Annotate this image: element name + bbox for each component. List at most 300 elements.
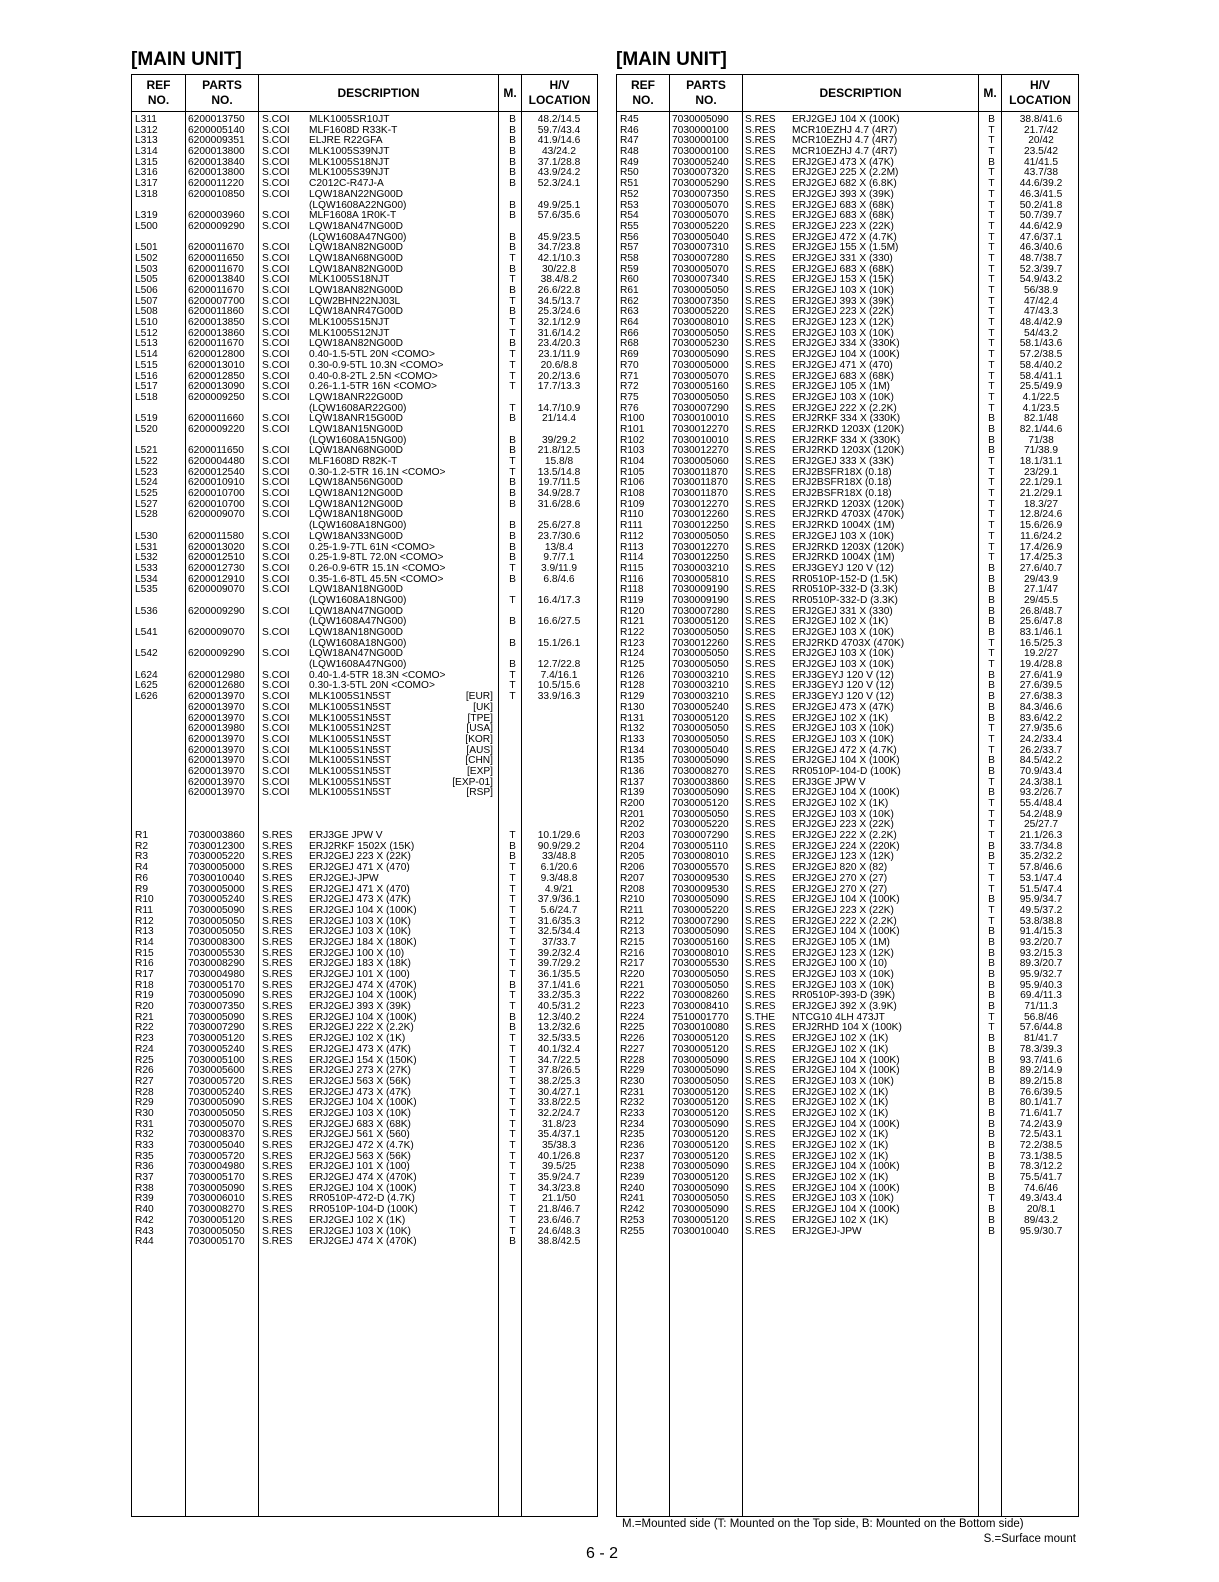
cell-type: S.COI [262, 509, 290, 521]
cell-type: S.COI [262, 381, 290, 393]
cell-ref: R13 [135, 926, 154, 938]
cell-location: 34.7/22.5 [537, 1054, 581, 1066]
cell-ref: R37 [135, 1172, 154, 1184]
cell-part-no: 7030003860 [672, 776, 729, 788]
cell-part-no: 7030012270 [672, 445, 729, 457]
cell-type: S.RES [745, 958, 776, 970]
cell-location: 15.6/26.9 [1019, 520, 1063, 532]
cell-ref: R213 [620, 926, 645, 938]
cell-type: S.RES [745, 402, 776, 414]
cell-type: S.RES [745, 1043, 776, 1055]
cell-location: 76.6/39.5 [1019, 1086, 1063, 1098]
cell-part-no: 6200013850 [188, 317, 245, 329]
cell-ref: R227 [620, 1043, 645, 1055]
cell-mount-side: B [988, 413, 995, 425]
cell-ref: R14 [135, 936, 154, 948]
cell-ref: R204 [620, 840, 645, 852]
cell-location: 32.2/24.7 [537, 1107, 581, 1119]
cell-description: ERJ2GEJ 471 X (470) [309, 862, 410, 874]
cell-part-no: 7030005000 [672, 359, 729, 371]
cell-part-no: 6200005140 [188, 124, 245, 136]
cell-location: 31.6/14.2 [537, 327, 581, 339]
cell-part-no: 7030011870 [672, 477, 728, 489]
cell-location: 50.2/41.8 [1019, 199, 1063, 211]
cell-part-no: 7030005050 [672, 969, 729, 980]
cell-mount-side: B [509, 178, 516, 190]
cell-part-no: 7030005240 [188, 1086, 245, 1098]
table-row [617, 190, 1078, 201]
cell-mount-side: B [509, 210, 516, 222]
cell-type: S.RES [262, 1107, 293, 1119]
cell-description: ERJ2GEJ 100 X (10) [309, 947, 405, 959]
cell-mount-side: T [988, 456, 995, 467]
cell-location: 70.9/43.4 [1019, 765, 1063, 777]
cell-description: ERJ2GEJ 103 X (10K) [792, 733, 894, 745]
cell-description: C2012C-R47J-A [309, 178, 384, 190]
cell-location: 3.9/11.9 [540, 562, 578, 574]
cell-description: MCR10EZHJ 4.7 (4R7) [792, 146, 898, 158]
cell-mount-side: T [988, 402, 995, 414]
cell-description: ERJ2GEJ 331 X (330) [792, 605, 893, 617]
cell-ref: L516 [135, 370, 158, 382]
cell-part-no: 7030005220 [672, 819, 729, 831]
cell-ref: R2 [135, 840, 149, 852]
cell-ref: L502 [135, 252, 158, 264]
cell-ref: L523 [135, 466, 158, 478]
cell-part-no: 7030007340 [672, 274, 729, 286]
cell-mount-side: T [509, 327, 516, 339]
cell-type: S.RES [745, 659, 776, 671]
cell-description: (LQW1608A47NG00) [309, 231, 407, 243]
cell-type: S.RES [745, 1225, 776, 1237]
cell-type: S.COI [262, 573, 290, 585]
cell-mount-side: B [509, 306, 516, 318]
cell-ref: R131 [620, 712, 645, 724]
cell-description: ERJ2GEJ 102 X (1K) [309, 1214, 406, 1226]
cell-type: S.RES [745, 616, 776, 628]
cell-description: (LQW1608A15NG00) [309, 434, 407, 446]
cell-ref: L503 [135, 263, 158, 275]
cell-mount-side: T [988, 231, 995, 243]
cell-ref: R221 [620, 979, 645, 991]
cell-part-no: 7030005720 [188, 1075, 245, 1087]
cell-type: S.RES [745, 840, 776, 852]
cell-description: LQW2BHN22NJ03L [309, 295, 401, 307]
cell-mount-side: T [988, 552, 995, 564]
cell-description: ERJ2GEJ 153 X (15K) [792, 274, 894, 286]
cell-location: 35/38.3 [542, 1140, 576, 1151]
cell-description: ERJ2GEJ 472 X (4.7K) [792, 231, 897, 243]
cell-mount-side: B [509, 114, 516, 125]
cell-description: ERJ2GEJ 102 X (1K) [792, 712, 889, 724]
cell-location: 55.4/48.4 [1019, 798, 1063, 809]
cell-type: S.COI [262, 701, 290, 713]
cell-ref: R39 [135, 1193, 154, 1205]
cell-ref: R134 [620, 744, 645, 756]
table-header [617, 75, 1078, 112]
cell-location: 71/38.9 [1024, 445, 1058, 457]
cell-location: 33.9/16.3 [537, 691, 581, 703]
cell-type: S.RES [745, 733, 776, 745]
cell-description: ERJ2GEJ 102 X (1K) [792, 1140, 889, 1151]
cell-location: 33/48.8 [542, 851, 576, 863]
cell-description: MLK1005S1N5ST [309, 701, 392, 713]
cell-type: S.COI [262, 744, 290, 756]
cell-description: (LQW1608A18NG00) [309, 594, 407, 606]
cell-mount-side: T [509, 1214, 516, 1226]
cell-type: S.RES [745, 391, 776, 403]
cell-part-no: 7030005120 [672, 616, 729, 628]
table-row [617, 1045, 1078, 1056]
cell-location: 38.8/42.5 [537, 1236, 581, 1248]
cell-part-no: 7030006010 [188, 1193, 245, 1205]
cell-description: ERJ2GEJ 102 X (1K) [792, 1097, 889, 1109]
cell-mount-side: B [509, 659, 516, 671]
cell-type: S.RES [745, 381, 776, 393]
cell-location: 26.8/48.7 [1019, 605, 1063, 617]
cell-ref: R22 [135, 1022, 154, 1034]
cell-part-no: 7030005090 [188, 1097, 245, 1109]
cell-part-no: 7030007290 [188, 1022, 245, 1034]
cell-mount-side: T [509, 359, 516, 371]
cell-description: ERJ2GEJ 223 X (22K) [309, 851, 411, 863]
cell-ref: R217 [620, 958, 645, 970]
cell-location: 43.9/24.2 [537, 167, 581, 179]
cell-description: ERJ2RHD 104 X (100K) [792, 1022, 902, 1034]
cell-type: S.RES [262, 1097, 293, 1109]
cell-location: 21.2/29.1 [1019, 488, 1063, 500]
cell-ref: R253 [620, 1214, 645, 1226]
cell-part-no: 7030003210 [672, 680, 729, 692]
cell-mount-side: T [988, 338, 995, 350]
cell-location: 47.6/37.1 [1019, 231, 1063, 243]
cell-description: ERJ2GEJ 104 X (100K) [309, 990, 417, 1002]
cell-description: MLK1005S1N5ST [309, 691, 392, 703]
cell-part-no: 7030005050 [672, 659, 729, 671]
cell-description: MLK1005S1N5ST [309, 744, 392, 756]
cell-description: ERJ2RKD 4703X (470K) [792, 509, 905, 521]
cell-type: S.COI [262, 220, 290, 232]
cell-ref: L500 [135, 220, 158, 232]
cell-location: 21.8/46.7 [537, 1204, 581, 1216]
cell-part-no: 7030008010 [672, 947, 729, 959]
cell-ref: R206 [620, 862, 645, 874]
cell-ref: R24 [135, 1043, 154, 1055]
cell-location: 47/42.4 [1024, 295, 1058, 307]
cell-description: ERJ2GEJ 471 X (470) [309, 883, 410, 895]
cell-part-no: 7030005050 [672, 723, 729, 735]
cell-mount-side: B [509, 413, 516, 425]
cell-part-no: 6200011670 [188, 285, 244, 296]
cell-part-no: 7030005240 [672, 156, 729, 168]
cell-location: 84.3/46.6 [1019, 701, 1063, 713]
cell-ref: R255 [620, 1225, 645, 1237]
cell-location: 53.8/38.8 [1019, 915, 1063, 927]
cell-ref: R133 [620, 733, 645, 745]
cell-ref: R51 [620, 178, 639, 190]
cell-ref: R69 [620, 349, 639, 361]
cell-part-no: 6200007700 [188, 295, 245, 307]
cell-location: 71.6/41.7 [1019, 1107, 1063, 1119]
cell-mount-side: B [988, 573, 995, 585]
cell-type: S.RES [262, 1033, 293, 1045]
cell-type: S.RES [745, 584, 776, 596]
cell-part-no: 7030005810 [672, 573, 729, 585]
cell-location: 52.3/39.7 [1019, 263, 1063, 275]
cell-type: S.RES [745, 1065, 776, 1077]
cell-description: ELJRE R22GFA [309, 135, 383, 147]
cell-location: 83.1/46.1 [1019, 627, 1063, 638]
cell-description: LQW18AN68NG00D [309, 445, 403, 457]
cell-mount-side: T [509, 295, 516, 307]
cell-mount-side: T [988, 1022, 995, 1034]
cell-type: S.RES [745, 594, 776, 606]
cell-ref: R56 [620, 231, 639, 243]
cell-ref: L519 [135, 413, 158, 425]
cell-ref: R18 [135, 979, 154, 991]
cell-ref: R202 [620, 819, 645, 831]
cell-mount-side: B [988, 1001, 995, 1013]
cell-description: ERJ2GEJ 273 X (27K) [309, 1065, 411, 1077]
cell-mount-side: B [509, 530, 516, 542]
cell-type: S.COI [262, 530, 290, 542]
cell-location: 89/43.2 [1024, 1214, 1058, 1226]
cell-description: (LQW1608AR22G00) [309, 402, 407, 414]
cell-ref: L311 [135, 114, 157, 125]
cell-mount-side: B [988, 936, 995, 948]
cell-type: S.RES [745, 990, 776, 1002]
cell-location: 37.1/41.6 [537, 979, 581, 991]
cell-part-no: 7030011870 [672, 488, 728, 500]
cell-ref: R210 [620, 894, 645, 906]
cell-part-no: 6200013860 [188, 327, 245, 339]
cell-description: ERJ2GEJ 331 X (330) [792, 252, 893, 264]
cell-description: ERJ2GEJ 473 X (47K) [309, 894, 411, 906]
cell-mount-side: B [988, 1214, 995, 1226]
cell-ref: R53 [620, 199, 639, 211]
cell-mount-side: T [509, 915, 516, 927]
cell-ref: R42 [135, 1214, 154, 1226]
cell-type: S.RES [745, 969, 776, 980]
cell-description: ERJ2GEJ 103 X (10K) [792, 627, 894, 638]
cell-location: 18.3/27 [1024, 498, 1058, 510]
cell-location: 49.9/25.1 [537, 199, 581, 211]
cell-description: ERJ2GEJ 183 X (18K) [309, 958, 411, 970]
cell-location: 9.3/48.8 [540, 872, 578, 884]
cell-description: ERJ2GEJ 104 X (100K) [309, 1097, 417, 1109]
cell-mount-side: T [988, 306, 995, 318]
cell-description: ERJ2GEJ 222 X (2.2K) [792, 402, 897, 414]
cell-ref: R21 [135, 1011, 154, 1023]
cell-type: S.RES [745, 413, 776, 425]
cell-part-no: 7030005160 [672, 381, 729, 393]
cell-type: S.RES [745, 819, 776, 831]
cell-mount-side: B [988, 1225, 995, 1237]
cell-description: LQW18AN82NG00D [309, 242, 403, 254]
cell-part-no: 6200013970 [188, 733, 245, 745]
cell-description: ERJ2GEJ 223 X (22K) [792, 819, 894, 831]
cell-mount-side: T [509, 830, 516, 842]
cell-part-no: 7030005120 [672, 1129, 729, 1141]
cell-mount-side: B [509, 156, 516, 168]
cell-type: S.RES [745, 755, 776, 767]
cell-type: S.RES [745, 178, 776, 190]
cell-type: S.RES [262, 1118, 293, 1130]
cell-mount-side: B [509, 167, 516, 179]
cell-location: 23/29.1 [1024, 466, 1058, 478]
cell-part-no: 7030008290 [188, 958, 245, 970]
cell-description: (LQW1608A47NG00) [309, 616, 407, 628]
cell-location: 27.6/41.9 [1019, 669, 1063, 681]
cell-description: ERJ2RKF 334 X (330K) [792, 434, 901, 446]
cell-type: S.RES [745, 1140, 776, 1151]
cell-ref: L530 [135, 530, 158, 542]
cell-description: RR0510P-332-D (3.3K) [792, 584, 898, 596]
cell-type: S.RES [745, 188, 776, 200]
cell-mount-side: B [509, 1011, 516, 1023]
cell-description: ERJ2GEJ 104 X (100K) [792, 1065, 900, 1077]
cell-part-no: 7030000100 [672, 146, 729, 158]
cell-location: 12.7/22.8 [537, 659, 581, 671]
cell-description: MCR10EZHJ 4.7 (4R7) [792, 124, 898, 136]
cell-type: S.COI [262, 562, 290, 574]
cell-mount-side: T [988, 381, 995, 393]
cell-type: S.RES [745, 1097, 776, 1109]
cell-ref: R114 [620, 552, 644, 564]
cell-part-no: 7030005070 [672, 370, 729, 382]
cell-ref: R49 [620, 156, 639, 168]
cell-part-no: 7030005050 [188, 915, 245, 927]
cell-type: S.RES [745, 1107, 776, 1119]
cell-part-no: 7030005070 [672, 199, 729, 211]
cell-description: LQW18AN82NG00D [309, 263, 403, 275]
cell-mount-side: B [988, 958, 995, 970]
cell-part-no: 7030003860 [188, 830, 245, 842]
header-ref: REF NO. [631, 78, 655, 107]
cell-type: S.RES [262, 958, 293, 970]
cell-ref: R43 [135, 1225, 154, 1237]
cell-part-no: 6200011860 [188, 306, 244, 318]
cell-ref: R238 [620, 1161, 645, 1173]
cell-part-no: 7030000100 [672, 135, 729, 147]
cell-location: 37/33.7 [542, 936, 576, 948]
cell-mount-side: B [509, 840, 516, 852]
cell-description: ERJ2GEJ 683 X (68K) [309, 1118, 411, 1130]
cell-description: ERJ3GE JPW V [309, 830, 383, 842]
cell-description: MLK1005S1N5ST [309, 776, 392, 788]
cell-description: MLF1608A 1R0K-T [309, 210, 397, 222]
cell-type: S.COI [262, 391, 290, 403]
cell-ref: R72 [620, 381, 639, 393]
cell-description: 0.25-1.9-8TL 72.0N <COMO> [309, 552, 444, 564]
table-row [132, 222, 597, 233]
cell-part-no: 7030005120 [672, 798, 729, 809]
cell-type: S.RES [745, 915, 776, 927]
header-parts: PARTS NO. [669, 75, 742, 111]
cell-part-no: 7030005160 [672, 936, 729, 948]
table-row [132, 799, 597, 810]
cell-ref: R135 [620, 755, 645, 767]
cell-description: MLK1005S18NJT [309, 274, 390, 286]
cell-description: ERJ2GEJ 102 X (1K) [792, 798, 889, 809]
cell-mount-side: T [988, 477, 995, 489]
cell-part-no: 7030005090 [672, 755, 729, 767]
table-row [617, 1077, 1078, 1088]
cell-description: ERJ2GEJ 103 X (10K) [792, 808, 894, 820]
cell-type: S.RES [745, 573, 776, 585]
cell-location: 91.4/15.3 [1019, 926, 1063, 938]
cell-description: ERJ2RKD 1004X (1M) [792, 552, 895, 564]
cell-part-no: 6200011220 [188, 178, 244, 190]
cell-description: MLK1005S1N5ST [309, 712, 392, 724]
table-row [617, 874, 1078, 885]
cell-mount-side: T [509, 1033, 516, 1045]
cell-ref: R23 [135, 1033, 154, 1045]
cell-ref: R1 [135, 830, 149, 842]
cell-mount-side: T [988, 391, 995, 403]
cell-description: LQW18AN15NG00D [309, 423, 403, 435]
cell-type: S.RES [745, 498, 776, 510]
cell-part-no: 7030011870 [672, 466, 728, 478]
cell-ref: R102 [620, 434, 645, 446]
cell-type: S.COI [262, 114, 290, 125]
cell-location: 53.1/47.4 [1019, 872, 1063, 884]
cell-description: ERJ2GEJ 103 X (10K) [792, 1193, 894, 1205]
cell-location: 27.1/47 [1024, 584, 1058, 596]
cell-part-no: 7030005120 [672, 1033, 729, 1045]
cell-location: 4.1/22.5 [1022, 391, 1060, 403]
cell-description: ERJ2GEJ 101 X (100) [309, 969, 410, 980]
cell-description: 0.35-1.6-8TL 45.5N <COMO> [309, 573, 444, 585]
cell-part-no: 7030012270 [672, 541, 729, 553]
cell-mount-side: T [988, 872, 995, 884]
cell-location: 14.7/10.9 [537, 402, 581, 414]
cell-type: S.RES [745, 776, 776, 788]
cell-type: S.COI [262, 755, 290, 767]
cell-description: LQW18ANR22G00D [309, 391, 403, 403]
cell-ref: R110 [620, 509, 644, 521]
cell-type: S.COI [262, 787, 290, 799]
table-row [132, 393, 597, 404]
cell-mount-side: T [988, 466, 995, 478]
cell-location: 23.4/20.3 [537, 338, 581, 350]
cell-part-no: 7030005090 [188, 990, 245, 1002]
cell-description: ERJ2GEJ 223 X (22K) [792, 306, 894, 318]
cell-mount-side: B [509, 851, 516, 863]
cell-type: S.RES [745, 627, 776, 638]
cell-type: S.COI [262, 456, 290, 467]
cell-part-no: 7030005070 [672, 263, 729, 275]
cell-location: 95.9/40.3 [1019, 979, 1063, 991]
cell-mount-side: B [509, 124, 516, 136]
table-row [132, 1237, 597, 1248]
cell-location: 24.3/38.1 [1019, 776, 1063, 788]
cell-mount-side: B [988, 755, 995, 767]
cell-type: S.RES [262, 947, 293, 959]
cell-type: S.COI [262, 124, 290, 136]
cell-ref: R61 [620, 285, 639, 296]
cell-type: S.RES [745, 530, 776, 542]
table-row [132, 190, 597, 201]
cell-mount-side: T [509, 594, 516, 606]
cell-type: S.RES [745, 648, 776, 660]
cell-description: LQW18AN47NG00D [309, 605, 403, 617]
cell-location: 89.3/20.7 [1019, 958, 1063, 970]
cell-part-no: 7030008300 [188, 936, 245, 948]
cell-type: S.RES [262, 1182, 293, 1194]
cell-ref: L505 [135, 274, 158, 286]
cell-type: S.RES [745, 456, 776, 467]
